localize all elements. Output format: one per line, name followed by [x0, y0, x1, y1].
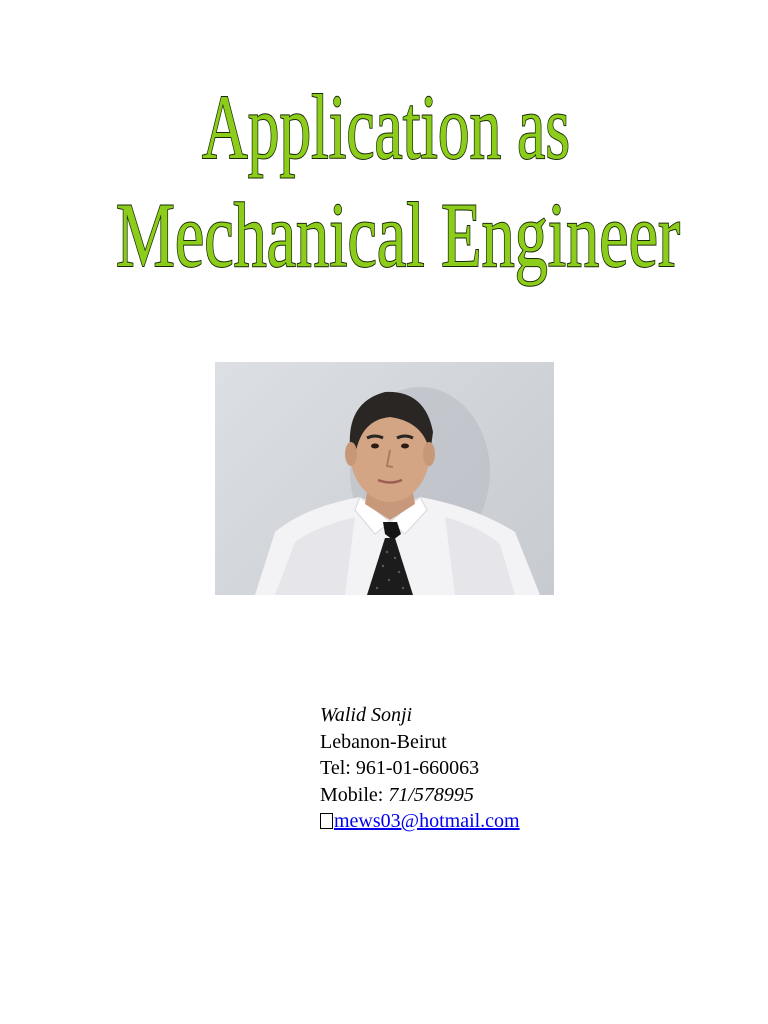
contact-location: Lebanon-Beirut	[320, 730, 447, 753]
contact-name: Walid Sonji	[320, 704, 413, 726]
contact-mobile	[320, 782, 520, 809]
portrait-photo	[215, 362, 554, 595]
mail-icon	[320, 813, 333, 829]
title-line-2: Mechanical Engineer	[116, 184, 680, 286]
portrait-illustration	[215, 362, 554, 595]
mobile-label: Mobile:	[320, 783, 389, 806]
tel-label: Tel:	[320, 757, 356, 779]
title-line-1: Application as	[202, 76, 570, 178]
mobile-value: 71/578995	[388, 783, 474, 806]
contact-email	[320, 808, 520, 835]
contact-block	[320, 702, 520, 835]
document-title	[110, 76, 680, 300]
title-wordart	[110, 76, 680, 300]
contact-tel	[320, 755, 520, 782]
email-link[interactable]: mews03@hotmail.com	[334, 810, 520, 832]
tel-value: 961-01-660063	[355, 757, 480, 779]
